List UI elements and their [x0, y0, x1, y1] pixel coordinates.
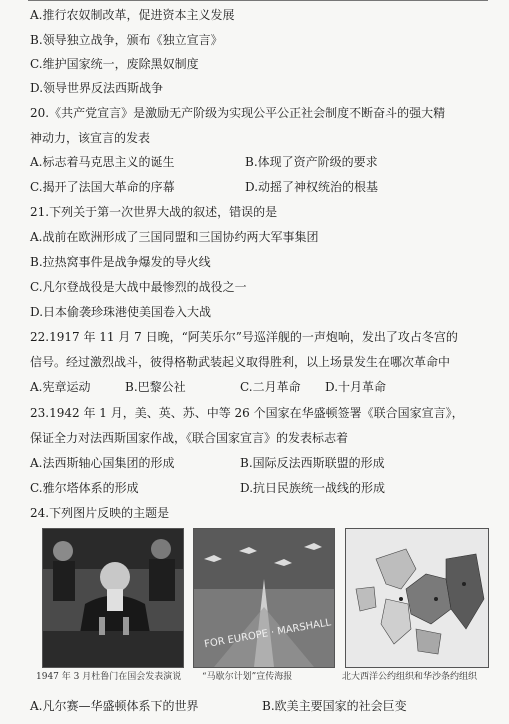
- q20-stem-2: 神动力，该宣言的发表: [30, 131, 151, 145]
- q24-option-a: A.凡尔赛—华盛顿体系下的世界: [30, 699, 199, 713]
- svg-text:FOR EUROPE · MARSHALL: FOR EUROPE · MARSHALL: [203, 617, 332, 651]
- truman-speech-photo: [42, 528, 184, 668]
- q21-option-b: B.拉热窝事件是战争爆发的导火线: [30, 255, 211, 269]
- q21-option-a: A.战前在欧洲形成了三国同盟和三国协约两大军事集团: [30, 230, 319, 244]
- top-rule: [28, 0, 488, 1]
- q22-stem-1: 22.1917 年 11 月 7 日晚，“阿芙乐尔”号巡洋舰的一声炮响，发出了攻占冬宫的: [30, 330, 458, 344]
- q20-option-c: C.揭开了法国大革命的序幕: [30, 180, 175, 194]
- q21-stem: 21.下列关于第一次世界大战的叙述，错误的是: [30, 205, 278, 219]
- q23-option-a: A.法西斯轴心国集团的形成: [30, 456, 175, 470]
- q20-option-a: A.标志着马克思主义的诞生: [30, 155, 175, 169]
- q23-option-b: B.国际反法西斯联盟的形成: [240, 456, 385, 470]
- marshall-plan-poster: [193, 528, 335, 668]
- q24-option-b: B.欧美主要国家的社会巨变: [262, 699, 407, 713]
- q22-option-b: B.巴黎公社: [125, 380, 186, 394]
- q24-stem: 24.下列图片反映的主题是: [30, 506, 170, 520]
- q21-option-c: C.凡尔登战役是大战中最惨烈的战役之一: [30, 280, 247, 294]
- nato-warsaw-map: [345, 528, 489, 668]
- q22-stem-2: 信号。经过激烈战斗，彼得格勒武装起义取得胜利，以上场景发生在哪次革命中: [30, 355, 451, 369]
- q21-option-d: D.日本偷袭珍珠港使美国卷入大战: [30, 305, 212, 319]
- q19-option-d: D.领导世界反法西斯战争: [30, 81, 164, 95]
- q22-option-a: A.宪章运动: [30, 380, 91, 394]
- caption-marshall: “马歇尔计划”宣传海报: [202, 672, 293, 682]
- caption-truman: 1947 年 3 月杜鲁门在国会发表演说: [36, 672, 182, 682]
- q19-option-c: C.维护国家统一，废除黑奴制度: [30, 57, 199, 71]
- q23-stem-1: 23.1942 年 1 月，美、英、苏、中等 26 个国家在华盛顿签署《联合国家宣言》，: [30, 406, 464, 420]
- q23-stem-2: 保证全力对法西斯国家作战，《联合国家宣言》的发表标志着: [30, 431, 349, 445]
- q22-option-c: C.二月革命: [240, 380, 301, 394]
- q23-option-d: D.抗日民族统一战线的形成: [240, 481, 386, 495]
- q23-option-c: C.雅尔塔体系的形成: [30, 481, 139, 495]
- caption-nato-warsaw: 北大西洋公约组织和华沙条约组织: [342, 672, 478, 682]
- q20-option-b: B.体现了资产阶级的要求: [245, 155, 378, 169]
- q19-option-a: A.推行农奴制改革，促进资本主义发展: [30, 8, 235, 22]
- q20-stem-1: 20.《共产党宣言》是激励无产阶级为实现公平公正社会制度不断奋斗的强大精: [30, 106, 446, 120]
- q20-option-d: D.动摇了神权统治的根基: [245, 180, 379, 194]
- q22-option-d: D.十月革命: [325, 380, 387, 394]
- q19-option-b: B.领导独立战争，颁布《独立宣言》: [30, 33, 223, 47]
